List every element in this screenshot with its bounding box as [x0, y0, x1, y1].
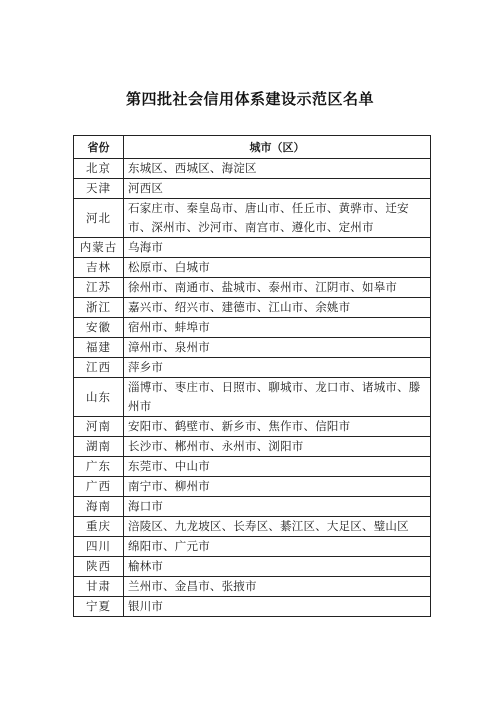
- cities-cell: 淄博市、枣庄市、日照市、聊城市、龙口市、诸城市、滕州市: [124, 378, 431, 417]
- table-row: [74, 338, 431, 358]
- province-cell: 广西: [74, 477, 124, 497]
- province-cell: 河北: [74, 199, 124, 238]
- cities-cell: 漳州市、泉州市: [124, 338, 431, 358]
- demonstration-zone-table: [73, 135, 431, 617]
- table-row: [74, 557, 431, 577]
- cities-cell: 南宁市、柳州市: [124, 477, 431, 497]
- table-row: [74, 278, 431, 298]
- cities-cell: 徐州市、南通市、盐城市、泰州市、江阴市、如皋市: [124, 278, 431, 298]
- table-row: [74, 358, 431, 378]
- cities-cell: 东莞市、中山市: [124, 457, 431, 477]
- province-cell: 重庆: [74, 517, 124, 537]
- column-header-cities: 城市（区）: [124, 136, 431, 159]
- cities-cell: 长沙市、郴州市、永州市、浏阳市: [124, 437, 431, 457]
- cities-cell: 榆林市: [124, 557, 431, 577]
- table-row: [74, 159, 431, 179]
- table-row: [74, 437, 431, 457]
- table-row: [74, 517, 431, 537]
- province-cell: 北京: [74, 159, 124, 179]
- table-body: [74, 159, 431, 617]
- cities-cell: 海口市: [124, 497, 431, 517]
- province-cell: 浙江: [74, 298, 124, 318]
- province-cell: 山东: [74, 378, 124, 417]
- cities-cell: 萍乡市: [124, 358, 431, 378]
- province-cell: 广东: [74, 457, 124, 477]
- column-header-province: 省份: [74, 136, 124, 159]
- table-row: [74, 258, 431, 278]
- table-row: [74, 457, 431, 477]
- cities-cell: 乌海市: [124, 238, 431, 258]
- cities-cell: 嘉兴市、绍兴市、建德市、江山市、余姚市: [124, 298, 431, 318]
- province-cell: 福建: [74, 338, 124, 358]
- cities-cell: 银川市: [124, 597, 431, 617]
- page-title: 第四批社会信用体系建设示范区名单: [125, 90, 374, 108]
- province-cell: 海南: [74, 497, 124, 517]
- province-cell: 江西: [74, 358, 124, 378]
- province-cell: 甘肃: [74, 577, 124, 597]
- table-row: [74, 497, 431, 517]
- province-cell: 吉林: [74, 258, 124, 278]
- table-row: [74, 378, 431, 417]
- cities-cell: 绵阳市、广元市: [124, 537, 431, 557]
- table-row: [74, 577, 431, 597]
- cities-cell: 东城区、西城区、海淀区: [124, 159, 431, 179]
- province-cell: 四川: [74, 537, 124, 557]
- cities-cell: 兰州市、金昌市、张掖市: [124, 577, 431, 597]
- province-cell: 天津: [74, 179, 124, 199]
- table-header-row: [74, 136, 431, 159]
- cities-cell: 松原市、白城市: [124, 258, 431, 278]
- province-cell: 安徽: [74, 318, 124, 338]
- table-row: [74, 597, 431, 617]
- cities-cell: 宿州市、蚌埠市: [124, 318, 431, 338]
- table-row: [74, 238, 431, 258]
- table-row: [74, 298, 431, 318]
- table-row: [74, 537, 431, 557]
- table-row: [74, 199, 431, 238]
- cities-cell: 涪陵区、九龙坡区、长寿区、綦江区、大足区、璧山区: [124, 517, 431, 537]
- table-row: [74, 318, 431, 338]
- province-cell: 陕西: [74, 557, 124, 577]
- cities-cell: 石家庄市、秦皇岛市、唐山市、任丘市、黄骅市、迁安市、深州市、沙河市、南宫市、遵化市、定州市: [124, 199, 431, 238]
- cities-cell: 河西区: [124, 179, 431, 199]
- province-cell: 宁夏: [74, 597, 124, 617]
- province-cell: 湖南: [74, 437, 124, 457]
- province-cell: 河南: [74, 417, 124, 437]
- province-cell: 江苏: [74, 278, 124, 298]
- table-row: [74, 477, 431, 497]
- cities-cell: 安阳市、鹤壁市、新乡市、焦作市、信阳市: [124, 417, 431, 437]
- province-cell: 内蒙古: [74, 238, 124, 258]
- table-row: [74, 179, 431, 199]
- table-row: [74, 417, 431, 437]
